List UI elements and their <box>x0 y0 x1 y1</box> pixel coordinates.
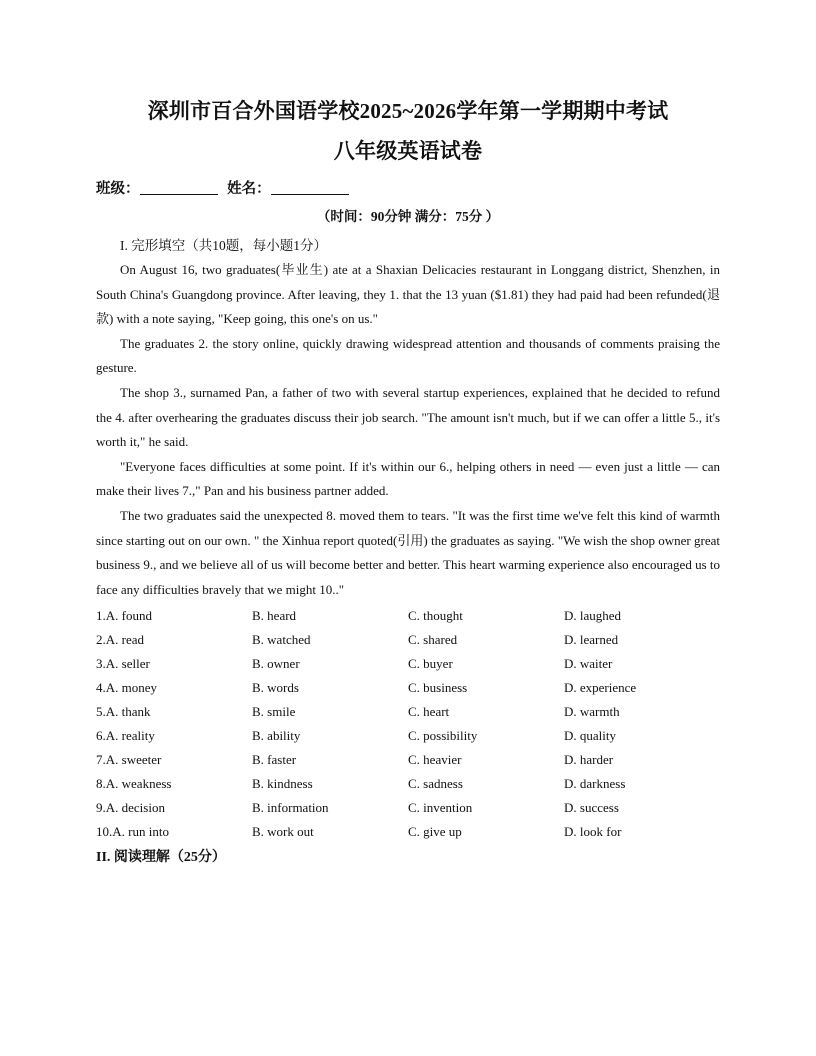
option-b: B. smile <box>252 704 296 720</box>
option-c: C. heart <box>408 704 450 720</box>
option-d: D. waiter <box>564 656 613 672</box>
exam-subtitle: 八年级英语试卷 <box>333 139 483 163</box>
option-c: C. give up <box>408 824 462 840</box>
option-c: C. heavier <box>408 752 462 768</box>
option-row <box>96 628 720 652</box>
option-b: B. ability <box>252 728 301 744</box>
passage <box>96 258 720 602</box>
section2-heading: II. 阅读理解（25分） <box>96 850 226 866</box>
section1-heading: I. 完形填空（共10题，每小题1分） <box>120 238 327 253</box>
option-a: 1.A. found <box>96 608 152 624</box>
option-a: 7.A. sweeter <box>96 752 162 768</box>
option-b: B. kindness <box>252 776 313 792</box>
option-d: D. experience <box>564 680 637 696</box>
option-c: C. shared <box>408 632 458 648</box>
option-row <box>96 604 720 628</box>
class-label: 班级： <box>96 181 140 197</box>
option-b: B. watched <box>252 632 311 648</box>
option-b: B. information <box>252 800 329 816</box>
option-b: B. heard <box>252 608 297 624</box>
option-a: 6.A. reality <box>96 728 155 744</box>
option-d: D. laughed <box>564 608 622 624</box>
option-b: B. faster <box>252 752 297 768</box>
option-a: 8.A. weakness <box>96 776 172 792</box>
option-b: B. owner <box>252 656 300 672</box>
option-c: C. invention <box>408 800 473 816</box>
option-row <box>96 652 720 676</box>
option-d: D. harder <box>564 752 614 768</box>
option-c: C. buyer <box>408 656 453 672</box>
option-d: D. learned <box>564 632 619 648</box>
option-a: 9.A. decision <box>96 800 165 816</box>
option-row <box>96 820 720 844</box>
student-info <box>96 178 720 200</box>
option-row <box>96 748 720 772</box>
name-label: 姓名： <box>227 181 271 197</box>
class-blank[interactable] <box>140 180 218 195</box>
option-a: 10.A. run into <box>96 824 169 840</box>
option-a: 5.A. thank <box>96 704 151 720</box>
option-b: B. words <box>252 680 299 696</box>
option-row <box>96 724 720 748</box>
option-a: 2.A. read <box>96 632 145 648</box>
exam-page <box>96 92 720 871</box>
passage-paragraph: The graduates 2. the story online, quickly drawing widespread attention and thousands of comments praising the gesture. <box>96 335 720 376</box>
option-c: C. possibility <box>408 728 478 744</box>
option-d: D. warmth <box>564 704 620 720</box>
option-a: 4.A. money <box>96 680 158 696</box>
option-row <box>96 796 720 820</box>
option-row <box>96 700 720 724</box>
option-row <box>96 772 720 796</box>
passage-paragraph: The shop 3., surnamed Pan, a father of two with several startup experiences, explained that he decided to refund the 4. after overhearing the graduates discuss their job search. "The amount isn't much, but if we can offer a little 5., it's worth it," he said. <box>96 384 720 450</box>
passage-paragraph: The two graduates said the unexpected 8. moved them to tears. "It was the first time we've felt this kind of warmth since starting out on our own. " the Xinhua report quoted(引用) the graduates as saying. "We wish the shop owner great business 9., and we believe all of us will become better and better. This heart warming experience also encouraged us to face any difficulties bravely that we might 10.." <box>96 507 720 597</box>
option-c: C. business <box>408 680 468 696</box>
option-c: C. thought <box>408 608 463 624</box>
option-d: D. darkness <box>564 776 626 792</box>
option-d: D. quality <box>564 728 616 744</box>
option-d: D. success <box>564 800 619 816</box>
exam-title: 深圳市百合外国语学校2025~2026学年第一学期期中考试 <box>147 99 669 123</box>
option-c: C. sadness <box>408 776 463 792</box>
passage-paragraph: "Everyone faces difficulties at some point. If it's within our 6., helping others in need — even just a little — can make their lives 7.," Pan and his business partner added. <box>96 458 720 499</box>
passage-paragraph: On August 16, two graduates(毕业生) ate at a Shaxian Delicacies restaurant in Longgang district, Shenzhen, in South China's Guangdong province. After leaving, they 1. that the 13 yuan ($1.81) they had paid had been refunded(退款) with a note saying, "Keep going, this one's on us." <box>96 262 720 327</box>
option-row <box>96 676 720 700</box>
options-list <box>96 604 720 844</box>
option-b: B. work out <box>252 824 314 840</box>
name-blank[interactable] <box>271 180 349 195</box>
time-info: （时间：90分钟 满分：75分 ） <box>316 209 500 224</box>
option-a: 3.A. seller <box>96 656 150 672</box>
option-d: D. look for <box>564 824 622 840</box>
